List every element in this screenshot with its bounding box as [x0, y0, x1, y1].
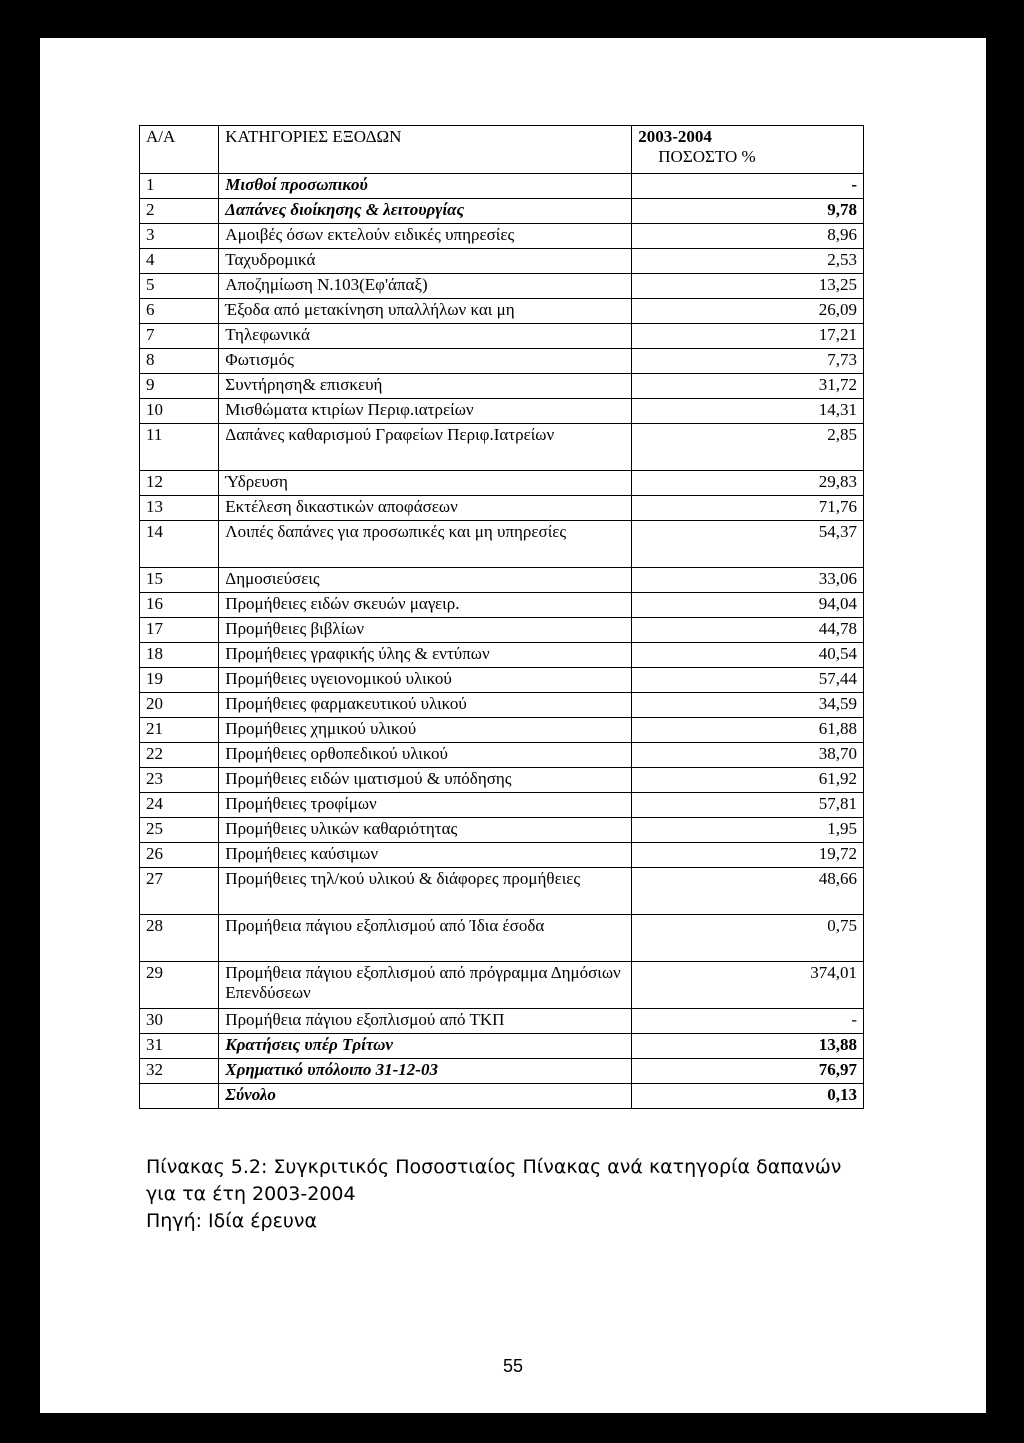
table-row — [140, 274, 864, 299]
caption-source: Πηγή: Ιδία έρευνα — [146, 1210, 318, 1232]
row-number: 25 — [140, 818, 219, 843]
table-row — [140, 224, 864, 249]
row-percent: 17,21 — [632, 324, 864, 349]
row-number: 4 — [140, 249, 219, 274]
row-category: Προμήθειες ειδών ιματισμού & υπόδησης — [219, 768, 632, 793]
row-number — [140, 1084, 219, 1109]
row-percent: 71,76 — [632, 496, 864, 521]
table-caption — [146, 1154, 841, 1235]
table-row — [140, 643, 864, 668]
row-number: 7 — [140, 324, 219, 349]
row-percent: 34,59 — [632, 693, 864, 718]
table-row — [140, 668, 864, 693]
row-category: Λοιπές δαπάνες για προσωπικές και μη υπηρεσίες — [219, 521, 632, 568]
row-category: Αποζημίωση Ν.103(Εφ'άπαξ) — [219, 274, 632, 299]
table-row — [140, 693, 864, 718]
row-category: Προμήθειες καύσιμων — [219, 843, 632, 868]
caption-line-2: για τα έτη 2003-2004 — [146, 1183, 356, 1205]
row-number: 32 — [140, 1059, 219, 1084]
table-row — [140, 399, 864, 424]
header-year-percent — [632, 126, 864, 174]
row-category: Ταχυδρομικά — [219, 249, 632, 274]
row-percent: 26,09 — [632, 299, 864, 324]
row-number: 18 — [140, 643, 219, 668]
document-page — [40, 38, 986, 1413]
table-row — [140, 718, 864, 743]
row-percent: 19,72 — [632, 843, 864, 868]
row-category: Ύδρευση — [219, 471, 632, 496]
row-percent: 13,88 — [632, 1034, 864, 1059]
row-percent: 48,66 — [632, 868, 864, 915]
table-row — [140, 349, 864, 374]
table-row — [140, 843, 864, 868]
table-row — [140, 199, 864, 224]
row-number: 1 — [140, 174, 219, 199]
row-percent: 76,97 — [632, 1059, 864, 1084]
row-percent: 13,25 — [632, 274, 864, 299]
row-category: Εκτέλεση δικαστικών αποφάσεων — [219, 496, 632, 521]
row-number: 28 — [140, 915, 219, 962]
row-category: Προμήθειες τροφίμων — [219, 793, 632, 818]
row-number: 9 — [140, 374, 219, 399]
row-category: Προμήθεια πάγιου εξοπλισμού από Ίδια έσοδα — [219, 915, 632, 962]
row-category: Σύνολο — [219, 1084, 632, 1109]
table-header-row — [140, 126, 864, 174]
expenses-table — [139, 125, 864, 1109]
row-category: Προμήθεια πάγιου εξοπλισμού από ΤΚΠ — [219, 1009, 632, 1034]
row-category: Προμήθειες υλικών καθαριότητας — [219, 818, 632, 843]
table-row — [140, 174, 864, 199]
table-row — [140, 868, 864, 915]
row-category: Μισθοί προσωπικού — [219, 174, 632, 199]
row-category: Συντήρηση& επισκευή — [219, 374, 632, 399]
table-row — [140, 1034, 864, 1059]
table-row — [140, 915, 864, 962]
row-percent: 14,31 — [632, 399, 864, 424]
row-number: 24 — [140, 793, 219, 818]
row-category: Προμήθειες χημικού υλικού — [219, 718, 632, 743]
row-number: 5 — [140, 274, 219, 299]
row-number: 11 — [140, 424, 219, 471]
row-category: Προμήθειες ειδών σκευών μαγειρ. — [219, 593, 632, 618]
row-percent: 33,06 — [632, 568, 864, 593]
row-percent: - — [632, 174, 864, 199]
row-category: Προμήθειες υγειονομικού υλικού — [219, 668, 632, 693]
row-number: 19 — [140, 668, 219, 693]
row-category: Προμήθειες βιβλίων — [219, 618, 632, 643]
row-percent: - — [632, 1009, 864, 1034]
row-number: 14 — [140, 521, 219, 568]
row-category: Δημοσιεύσεις — [219, 568, 632, 593]
row-number: 13 — [140, 496, 219, 521]
row-number: 2 — [140, 199, 219, 224]
row-category: Προμήθειες ορθοπεδικού υλικού — [219, 743, 632, 768]
caption-line-1: Πίνακας 5.2: Συγκριτικός Ποσοστιαίος Πίνακας ανά κατηγορία δαπανών — [146, 1156, 842, 1178]
table-row — [140, 818, 864, 843]
row-category: Προμήθειες φαρμακευτικού υλικού — [219, 693, 632, 718]
table-row — [140, 793, 864, 818]
table-row — [140, 618, 864, 643]
header-num: Α/Α — [140, 126, 219, 174]
row-percent: 2,53 — [632, 249, 864, 274]
table-row — [140, 768, 864, 793]
table-row — [140, 1009, 864, 1034]
row-percent: 9,78 — [632, 199, 864, 224]
row-number: 16 — [140, 593, 219, 618]
row-number: 20 — [140, 693, 219, 718]
table-row — [140, 374, 864, 399]
row-percent: 8,96 — [632, 224, 864, 249]
row-number: 15 — [140, 568, 219, 593]
header-year: 2003-2004 — [638, 127, 712, 146]
row-percent: 0,13 — [632, 1084, 864, 1109]
row-number: 21 — [140, 718, 219, 743]
row-percent: 57,81 — [632, 793, 864, 818]
row-category: Προμήθειες τηλ/κού υλικού & διάφορες προμήθειες — [219, 868, 632, 915]
row-percent: 2,85 — [632, 424, 864, 471]
row-number: 27 — [140, 868, 219, 915]
table-row — [140, 743, 864, 768]
row-number: 6 — [140, 299, 219, 324]
row-percent: 1,95 — [632, 818, 864, 843]
table-row — [140, 249, 864, 274]
header-percent: ΠΟΣΟΣΤΟ % — [658, 147, 756, 166]
row-number: 23 — [140, 768, 219, 793]
row-percent: 38,70 — [632, 743, 864, 768]
row-number: 12 — [140, 471, 219, 496]
row-number: 26 — [140, 843, 219, 868]
table-row — [140, 521, 864, 568]
row-number: 29 — [140, 962, 219, 1009]
row-number: 17 — [140, 618, 219, 643]
table-row — [140, 324, 864, 349]
row-percent: 7,73 — [632, 349, 864, 374]
row-category: Προμήθεια πάγιου εξοπλισμού από πρόγραμμα Δημόσιων Επενδύσεων — [219, 962, 632, 1009]
table-row — [140, 568, 864, 593]
row-number: 3 — [140, 224, 219, 249]
row-number: 22 — [140, 743, 219, 768]
header-category: ΚΑΤΗΓΟΡΙΕΣ ΕΞΟΔΩΝ — [219, 126, 632, 174]
row-percent: 374,01 — [632, 962, 864, 1009]
row-category: Δαπάνες καθαρισμού Γραφείων Περιφ.Ιατρείων — [219, 424, 632, 471]
row-category: Χρηματικό υπόλοιπο 31-12-03 — [219, 1059, 632, 1084]
row-category: Κρατήσεις υπέρ Τρίτων — [219, 1034, 632, 1059]
row-percent: 61,92 — [632, 768, 864, 793]
row-number: 10 — [140, 399, 219, 424]
row-category: Αμοιβές όσων εκτελούν ειδικές υπηρεσίες — [219, 224, 632, 249]
row-percent: 0,75 — [632, 915, 864, 962]
table-row — [140, 1084, 864, 1109]
row-category: Φωτισμός — [219, 349, 632, 374]
row-percent: 44,78 — [632, 618, 864, 643]
row-percent: 61,88 — [632, 718, 864, 743]
table-row — [140, 1059, 864, 1084]
row-category: Προμήθειες γραφικής ύλης & εντύπων — [219, 643, 632, 668]
row-number: 30 — [140, 1009, 219, 1034]
table-row — [140, 496, 864, 521]
row-percent: 54,37 — [632, 521, 864, 568]
table-row — [140, 471, 864, 496]
page-number: 55 — [502, 1356, 524, 1376]
row-category: Μισθώματα κτιρίων Περιφ.ιατρείων — [219, 399, 632, 424]
table-row — [140, 962, 864, 1009]
table-row — [140, 593, 864, 618]
row-number: 31 — [140, 1034, 219, 1059]
expenses-table-body — [140, 126, 864, 1109]
row-category: Έξοδα από μετακίνηση υπαλλήλων και μη — [219, 299, 632, 324]
row-number: 8 — [140, 349, 219, 374]
row-category: Τηλεφωνικά — [219, 324, 632, 349]
row-percent: 31,72 — [632, 374, 864, 399]
table-row — [140, 424, 864, 471]
row-percent: 29,83 — [632, 471, 864, 496]
table-row — [140, 299, 864, 324]
row-percent: 57,44 — [632, 668, 864, 693]
row-category: Δαπάνες διοίκησης & λειτουργίας — [219, 199, 632, 224]
row-percent: 94,04 — [632, 593, 864, 618]
row-percent: 40,54 — [632, 643, 864, 668]
